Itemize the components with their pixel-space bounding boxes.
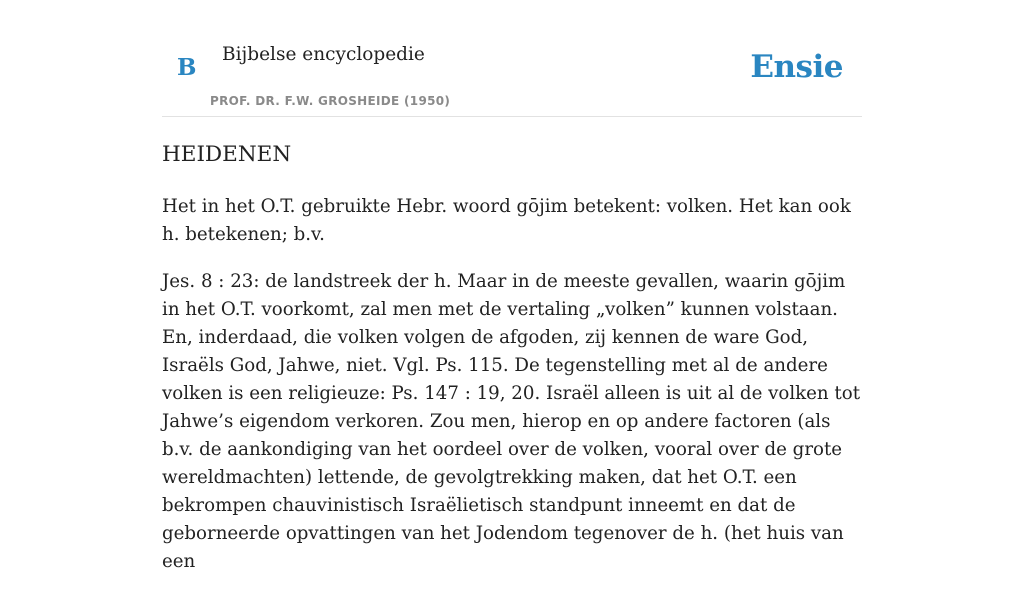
entry-paragraph: Jes. 8 : 23: de landstreek der h. Maar in de meeste gevallen, waarin gōjim in het O.T. voorkomt, zal men met de vertaling „volken” kunnen volstaan. En, inderdaad, die volken volgen de afgoden, zij kennen de ware God, Israëls God, Jahwe, niet. Vgl. Ps. 115. De tegenstelling met al de andere volken is een religieuze: Ps. 147 : 19, 20. Israël alleen is uit al de volken tot Jahwe’s eigendom verkoren. Zou men, hierop en op andere factoren (als b.v. de aankondiging van het oordeel over de volken, vooral over de grote wereldmachten) lettende, de gevolgtrekking maken, dat het O.T. een bekrompen chauvinistisch Israëlietisch standpunt inneemt en dat de geborneerde opvattingen van het Jodendom tegenover de h. (het huis van een	[162, 271, 860, 572]
entry-paragraph: Het in het O.T. gebruikte Hebr. woord gōjim betekent: volken. Het kan ook h. betekenen; b.v.	[162, 196, 851, 245]
book-title-link[interactable]: Bijbelse encyclopedie	[222, 44, 425, 65]
entry-content	[162, 139, 862, 595]
letter-index-badge[interactable]: B	[177, 54, 197, 81]
entry-title: HEIDENEN	[162, 142, 292, 167]
book-author: PROF. DR. F.W. GROSHEIDE (1950)	[210, 94, 451, 108]
ensie-logo[interactable]: Ensie	[750, 49, 843, 85]
header	[162, 0, 862, 117]
